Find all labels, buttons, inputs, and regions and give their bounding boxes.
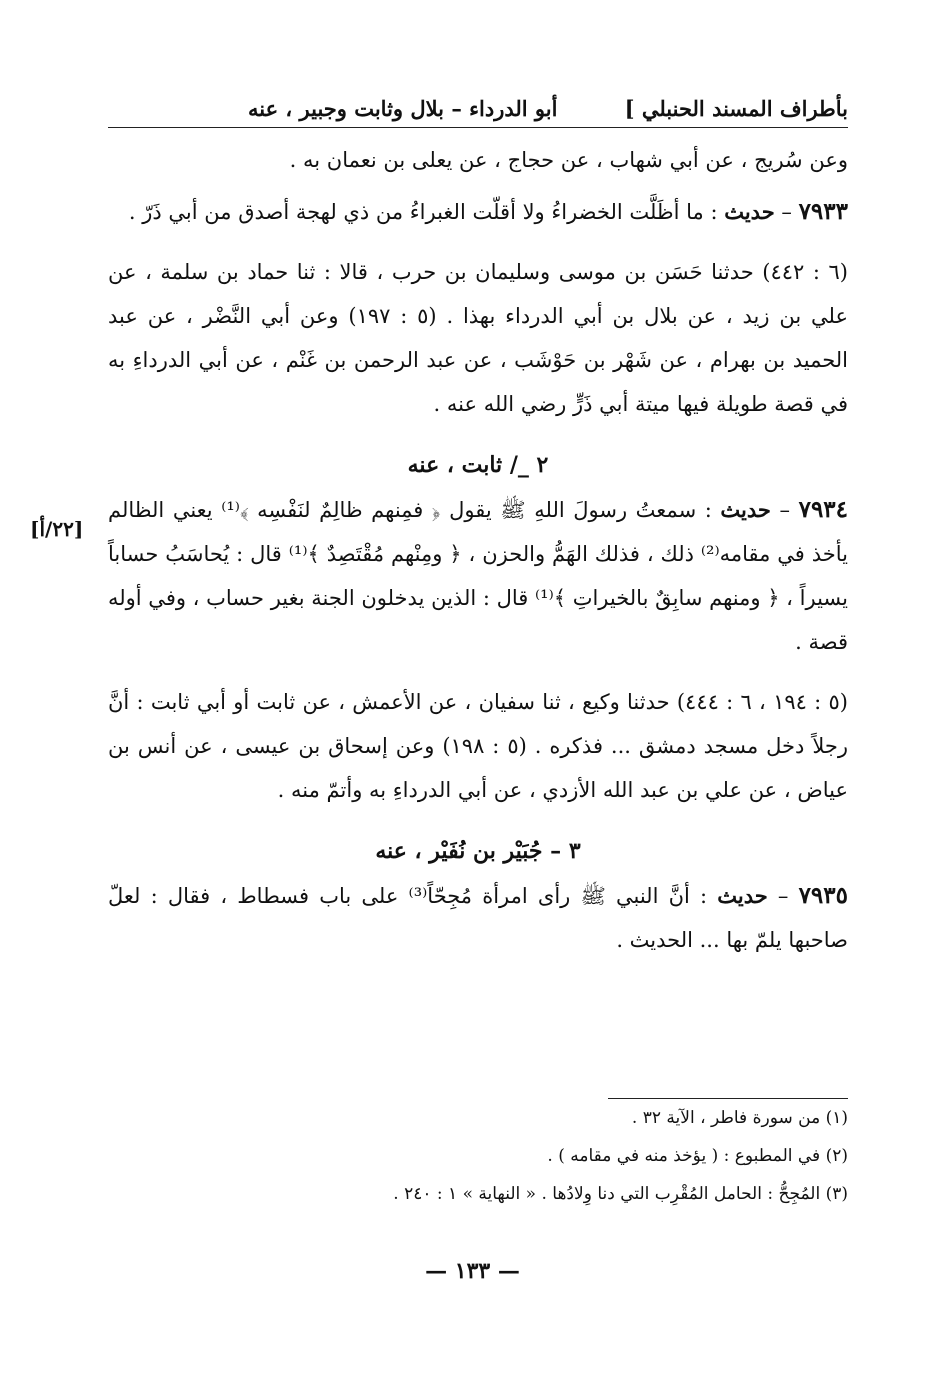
hadith-number: ٧٩٣٤ bbox=[798, 496, 849, 523]
header-book-title: بأطراف المسند الحنبلي ] bbox=[624, 96, 848, 121]
footnotes bbox=[108, 1098, 848, 1213]
sources-7933: (٦ : ٤٤٢) حدثنا حَسَن بن موسى وسليمان بن حرب ، قالا : ثنا حماد بن سلمة ، عن علي بن زيد ، عن بلال بن أبي الدرداء بهذا . (٥ : ١٩٧) وعن أبي النَّضْر ، عن عبد الحميد بن بهرام ، عن شَهْر بن حَوْشَب ، عن عبد الرحمن بن غَنْم ، عن أبي الدرداءِ به في قصة طويلة فيها ميتة أبي ذَرٍّ رضي الله عنه . bbox=[108, 260, 848, 416]
page-number: — ١٣٣ — bbox=[425, 1258, 520, 1284]
hadith-7933: ٧٩٣٣ – حديث : ما أظَلَّت الخضراءُ ولا أقلّت الغبراءُ من ذي لهجة أصدق من أبي ذَرّ . bbox=[128, 198, 848, 225]
hadith-number: ٧٩٣٣ bbox=[798, 198, 848, 225]
footnote-2: (٢) في المطبوع : ( يؤخذ منه في مقامه ) . bbox=[547, 1146, 848, 1166]
hadith-text: : أنَّ النبي ﷺ رأى امرأة مُجِحّاً⁽³⁾ على باب فسطاط ، فقال : لعلّ صاحبها يلمّ بها ... الحديث . bbox=[108, 884, 848, 952]
hadith-7934: ٧٩٣٤ – حديث : سمعتُ رسولَ اللهِ ﷺ يقول ﴿ فمِنهم ظالِمٌ لنَفْسِه ﴾⁽¹⁾ يعني الظالم يأخذ في مقامه⁽²⁾ ذلك ، فذلك الهَمُّ والحزن ، ﴿ ومِنْهم مُقْتَصِدٌ ﴾⁽¹⁾ قال : يُحاسَبُ حساباً يسيراً ، ﴿ ومنهم سابِقٌ بالخيراتِ ﴾⁽¹⁾ قال : الذين يدخلون الجنة بغير حساب ، وفي أوله قصة . bbox=[108, 496, 849, 654]
hadith-label: حديث bbox=[717, 883, 768, 908]
continuation-paragraph: وعن سُريج ، عن أبي شهاب ، عن حجاج ، عن يعلى بن نعمان به . bbox=[289, 148, 848, 172]
running-header bbox=[108, 96, 848, 128]
hadith-text: : ما أظَلَّت الخضراءُ ولا أقلّت الغبراءُ من ذي لهجة أصدق من أبي ذَرّ . bbox=[128, 200, 725, 224]
hadith-7935: ٧٩٣٥ – حديث : أنَّ النبي ﷺ رأى امرأة مُجِحّاً⁽³⁾ على باب فسطاط ، فقال : لعلّ صاحبها يلمّ بها ... الحديث . bbox=[108, 882, 848, 952]
hadith-label: حديث bbox=[720, 497, 771, 522]
sources-7934: (٥ : ١٩٤ ، ٦ : ٤٤٤) حدثنا وكيع ، ثنا سفيان ، عن الأعمش ، عن ثابت أو أبي ثابت : أنَّ رجلاً دخل مسجد دمشق ... فذكره . (٥ : ١٩٨) وعن إسحاق بن عيسى ، عن أنس بن عياض ، عن علي بن عبد الله الأزدي ، عن أبي الدرداءِ به وأتمّ منه . bbox=[108, 690, 848, 802]
margin-folio-reference: [٢٢/أ] bbox=[30, 517, 84, 541]
page-body bbox=[108, 96, 848, 962]
hadith-text: : سمعتُ رسولَ اللهِ ﷺ يقول ﴿ فمِنهم ظالِمٌ لنَفْسِه ﴾⁽¹⁾ يعني الظالم يأخذ في مقامه⁽²⁾ ذلك ، فذلك الهَمُّ والحزن ، ﴿ ومِنْهم مُقْتَصِدٌ ﴾⁽¹⁾ قال : يُحاسَبُ حساباً يسيراً ، ﴿ ومنهم سابِقٌ بالخيراتِ ﴾⁽¹⁾ قال : الذين يدخلون الجنة بغير حساب ، وفي أوله قصة . bbox=[108, 498, 848, 654]
section-heading-3: ٣ – جُبَيْر بن نُفَيْر ، عنه bbox=[375, 838, 581, 864]
hadith-number: ٧٩٣٥ bbox=[798, 882, 848, 909]
hadith-label: حديث bbox=[724, 199, 775, 224]
footnote-3: (٣) المُجِحُّ : الحامل المُقْرِب التي دنا وِلادُها . « النهاية » ١ : ٢٤٠ . bbox=[393, 1184, 848, 1204]
footnote-1: (١) من سورة فاطر ، الآية ٣٢ . bbox=[631, 1108, 848, 1128]
section-heading-2: ٢ _/ ثابت ، عنه bbox=[407, 452, 549, 478]
header-chapter-title: أبو الدرداء – بلال وثابت وجبير ، عنه bbox=[248, 96, 558, 121]
